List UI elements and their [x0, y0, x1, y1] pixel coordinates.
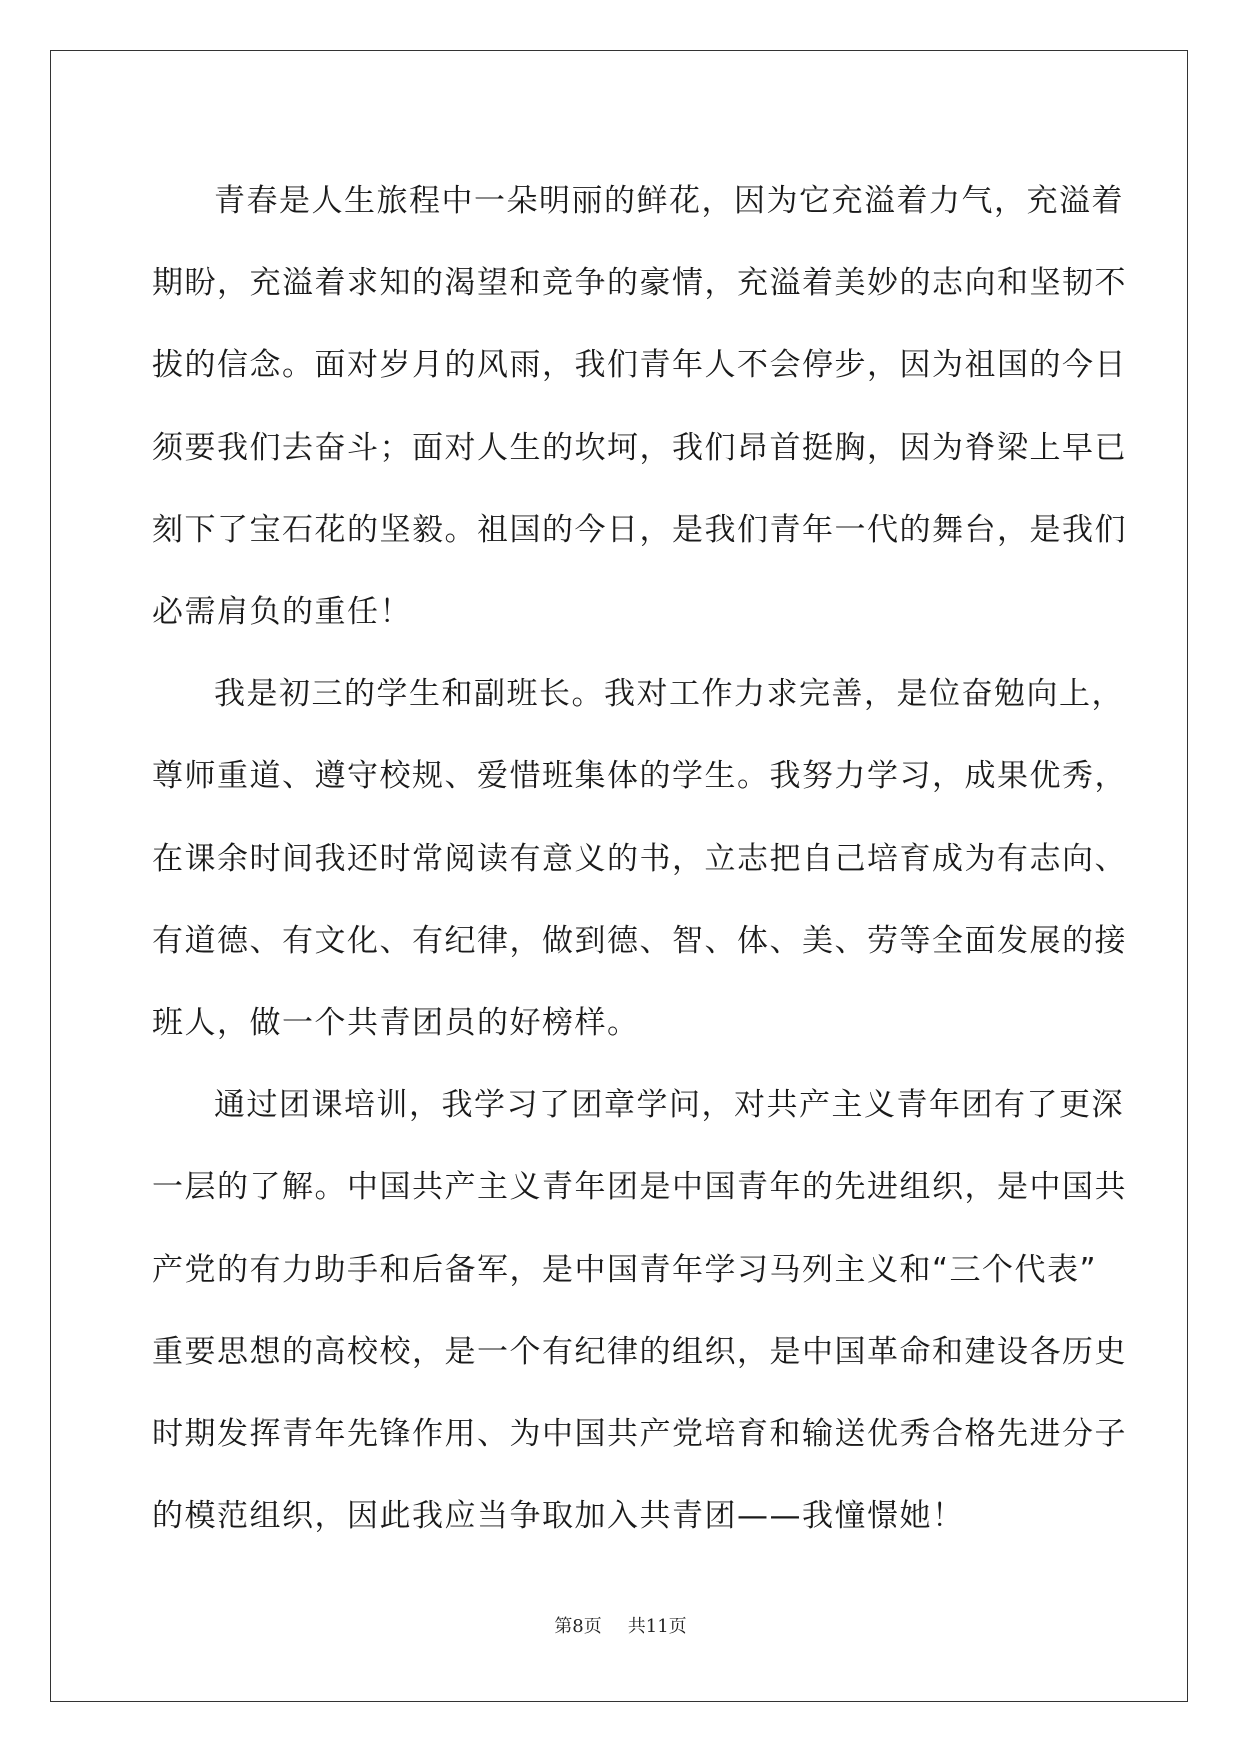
- paragraph-line: 必需肩负的重任！: [152, 594, 412, 631]
- paragraph-line: 的模范组织，因此我应当争取加入共青团——我憧憬她！: [152, 1498, 965, 1535]
- paragraph-1: [152, 160, 1127, 653]
- paragraph-2: [152, 653, 1127, 1064]
- paragraph-line: 青春是人生旅程中一朵明丽的鲜花，因为它充溢着力气，充溢着: [214, 183, 1124, 219]
- paragraph-line: 期盼，充溢着求知的渴望和竞争的豪情，充溢着美妙的志向和坚韧不: [152, 265, 1127, 302]
- paragraph-line: 须要我们去奋斗；面对人生的坎坷，我们昂首挺胸，因为脊梁上早已: [152, 429, 1127, 466]
- paragraph-line: 刻下了宝石花的坚毅。祖国的今日，是我们青年一代的舞台，是我们: [152, 511, 1127, 548]
- paragraph-line: 拔的信念。面对岁月的风雨，我们青年人不会停步，因为祖国的今日: [152, 347, 1127, 384]
- paragraph-line: 重要思想的高校校，是一个有纪律的组织，是中国革命和建设各历史: [152, 1333, 1127, 1370]
- paragraph-3: [152, 1064, 1127, 1557]
- page-number: 第8页: [554, 1616, 602, 1637]
- paragraph-line: 班人，做一个共青团员的好榜样。: [152, 1005, 640, 1042]
- paragraph-line: 产党的有力助手和后备军，是中国青年学习马列主义和“三个代表”: [152, 1251, 1098, 1288]
- paragraph-line: 一层的了解。中国共产主义青年团是中国青年的先进组织，是中国共: [152, 1169, 1127, 1206]
- paragraph-line: 我是初三的学生和副班长。我对工作力求完善，是位奋勉向上，: [214, 676, 1124, 713]
- page-footer: [0, 1612, 1241, 1638]
- paragraph-line: 有道德、有文化、有纪律，做到德、智、体、美、劳等全面发展的接: [152, 922, 1127, 959]
- paragraph-line: 时期发挥青年先锋作用、为中国共产党培育和输送优秀合格先进分子: [152, 1416, 1127, 1453]
- paragraph-line: 尊师重道、遵守校规、爱惜班集体的学生。我努力学习，成果优秀，: [152, 758, 1127, 795]
- paragraph-line: 通过团课培训，我学习了团章学问，对共产主义青年团有了更深: [214, 1087, 1124, 1124]
- paragraph-line: 在课余时间我还时常阅读有意义的书，立志把自己培育成为有志向、: [152, 840, 1127, 877]
- document-body: [152, 160, 1127, 1557]
- page-total: 共11页: [627, 1616, 687, 1637]
